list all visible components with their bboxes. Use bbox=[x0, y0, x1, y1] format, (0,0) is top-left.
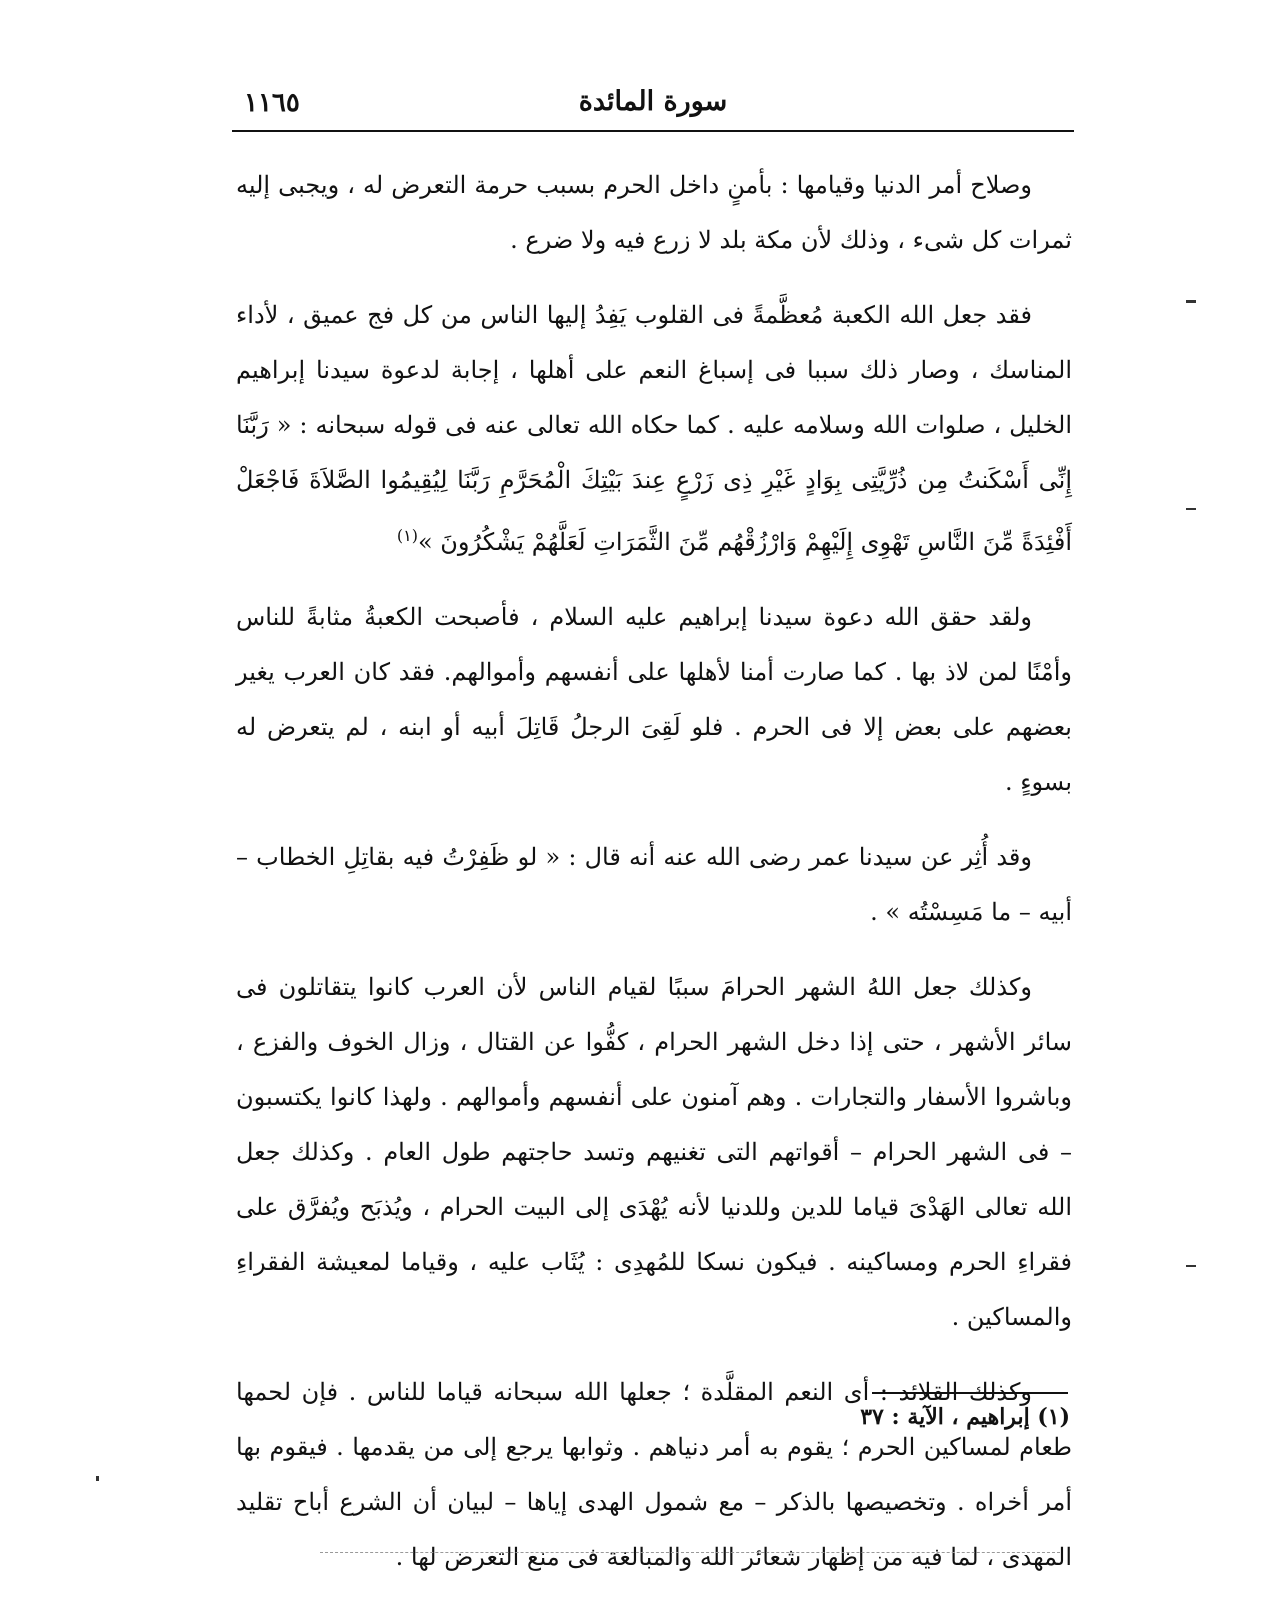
paragraph-2-text: فقد جعل الله الكعبة مُعظَّمةً فى القلوب يَفِدُ إليها الناس من كل فج عميق ، لأداء المناسك ، وصار ذلك سببا فى إسباغ النعم على أهلها ، إجابة لدعوة سيدنا إبراهيم الخليل ، صلوات الله وسلامه عليه . كما حكاه الله تعالى عنه فى قوله سبحانه : « رَبَّنَا إِنِّى أَسْكَنتُ مِن ذُرِّيَّتِى بِوَادٍ غَيْرِ ذِى زَرْعٍ عِندَ بَيْتِكَ الْمُحَرَّمِ رَبَّنَا لِيُقِيمُوا الصَّلاَةَ فَاجْعَلْ أَفْئِدَةً مِّنَ النَّاسِ تَهْوِى إِلَيْهِمْ وَارْزُقْهُم مِّنَ الثَّمَرَاتِ لَعَلَّهُمْ يَشْكُرُونَ » bbox=[236, 301, 1073, 556]
paragraph-2 bbox=[236, 288, 1072, 570]
page-number: ١١٦٥ bbox=[244, 88, 300, 118]
paragraph-1: وصلاح أمر الدنيا وقيامها : بأمنٍ داخل الحرم بسبب حرمة التعرض له ، ويجبى إليه ثمرات كل شىء ، وذلك لأن مكة بلد لا زرع فيه ولا ضرع . bbox=[236, 171, 1072, 254]
footnote-reference: (١) bbox=[396, 526, 418, 545]
surah-title: سورة المائدة bbox=[578, 86, 728, 117]
scan-mark bbox=[1186, 1265, 1196, 1267]
scan-mark bbox=[1186, 508, 1196, 510]
body-text bbox=[236, 158, 1072, 1605]
footnote-divider bbox=[872, 1392, 1068, 1394]
paragraph-4: وقد أُثِر عن سيدنا عمر رضى الله عنه أنه قال : « لو ظَفِرْتُ فيه بقاتِلِ الخطاب – أبيه – ما مَسِسْتُه » . bbox=[236, 843, 1072, 926]
scan-mark bbox=[96, 1476, 99, 1481]
page-header bbox=[232, 82, 1074, 132]
scan-mark bbox=[1186, 300, 1196, 303]
paragraph-5: وكذلك جعل اللهُ الشهر الحرامَ سببًا لقيام الناس لأن العرب كانوا يتقاتلون فى سائر الأشهر ، حتى إذا دخل الشهر الحرام ، كفُّوا عن القتال ، وزال الخوف والفزع ، وباشروا الأسفار والتجارات . وهم آمنون على أنفسهم وأموالهم . ولهذا كانوا يكتسبون – فى الشهر الحرام – أقواتهم التى تغنيهم وتسد حاجتهم طول العام . وكذلك جعل الله تعالى الهَدْىَ قياما للدين وللدنيا لأنه يُهْدَى إلى البيت الحرام ، ويُذبَح ويُفرَّق على فقراءِ الحرم ومساكينه . فيكون نسكا للمُهدِى : يُثَاب عليه ، وقياما لمعيشة الفقراءِ والمساكين . bbox=[236, 973, 1072, 1331]
footnote: (١) إبراهيم ، الآية : ٣٧ bbox=[860, 1404, 1070, 1430]
paragraph-3: ولقد حقق الله دعوة سيدنا إبراهيم عليه السلام ، فأصبحت الكعبةُ مثابةً للناس وأمْنًا لمن لاذ بها . كما صارت أمنا لأهلها على أنفسهم وأموالهم. فقد كان العرب يغير بعضهم على بعض إلا فى الحرم . فلو لَقِىَ الرجلُ قَاتِلَ أبيه أو ابنه ، لم يتعرض له بسوءٍ . bbox=[236, 603, 1072, 796]
paragraph-6: وكذلك القلائد : أى النعم المقلَّدة ؛ جعلها الله سبحانه قياما للناس . فإن لحمها طعام لمساكين الحرم ؛ يقوم به أمر دنياهم . وثوابها يرجع إلى من يقدمها . فيقوم بها أمر أخراه . وتخصيصها بالذكر – مع شمول الهدى إياها – لبيان أن الشرع أباح تقليد المهدى ، لما فيه من إظهار شعائر الله والمبالغة فى منع التعرض لها . bbox=[236, 1378, 1072, 1571]
scan-edge-line bbox=[320, 1552, 1060, 1553]
